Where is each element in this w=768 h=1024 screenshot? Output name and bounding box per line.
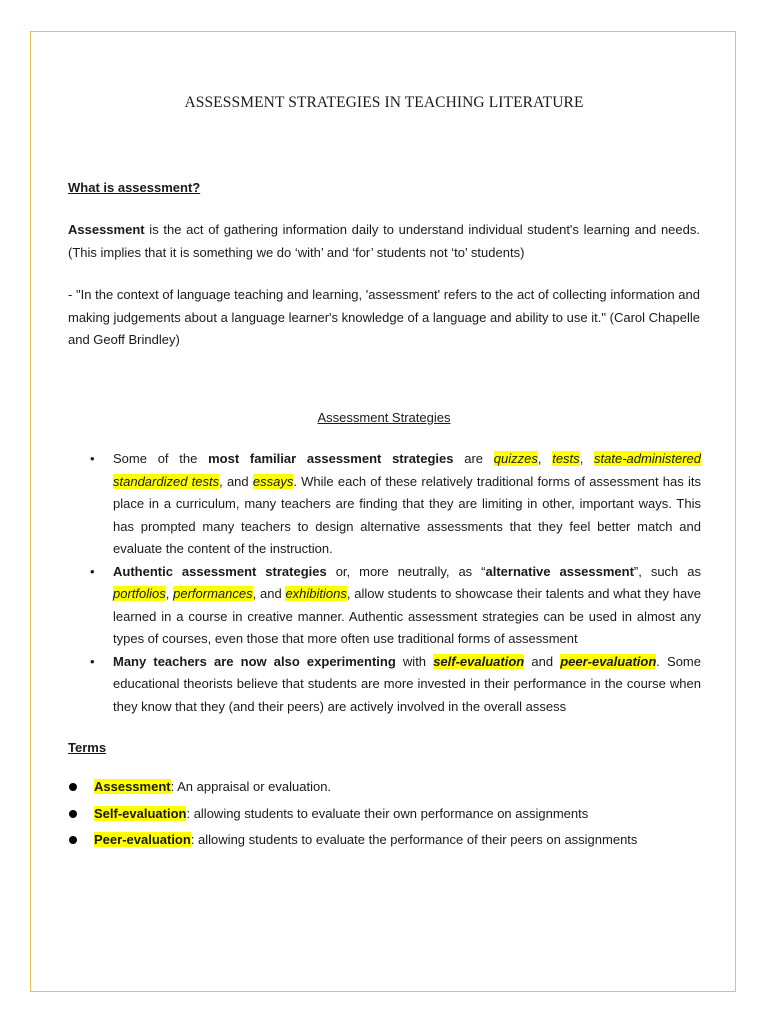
text: Some of the — [113, 451, 209, 466]
text: , — [165, 586, 174, 601]
heading-what-is-assessment: What is assessment? — [68, 180, 201, 195]
text: or, more neutrally, as “ — [326, 563, 486, 579]
bold-text: Authentic assessment strategies — [113, 563, 327, 579]
bullet-icon: • — [90, 653, 95, 669]
text: , and — [252, 586, 286, 601]
bold-text: Many teachers are now also experimenting — [113, 653, 396, 669]
term-item — [68, 829, 708, 856]
highlight-tests: tests — [552, 451, 580, 466]
highlight-peer-evaluation: peer-evaluation — [560, 653, 657, 669]
strategies-list — [90, 448, 701, 718]
highlight-standardized-tests: state-administered standardized tests — [113, 451, 701, 489]
highlight-portfolios: portfolios — [113, 586, 166, 601]
text: , — [579, 451, 595, 466]
text: are — [453, 451, 494, 466]
highlight-quizzes: quizzes — [493, 451, 538, 466]
heading-terms: Terms — [68, 740, 107, 755]
text: , and — [219, 473, 253, 489]
text: . Some educational theorists believe that students are more invested in their performance in the course when they know that they (and their peers) are actively involved in the overall assess — [113, 653, 701, 714]
definition-paragraph — [68, 219, 700, 264]
text: ”, such as — [633, 563, 701, 579]
definition-term: Assessment — [68, 222, 145, 237]
term-definition: : An appraisal or evaluation. — [170, 779, 332, 794]
term-name: Assessment — [94, 779, 171, 794]
terms-list — [68, 776, 708, 856]
bullet-dot-icon — [69, 810, 77, 818]
strategy-item-self-peer — [90, 651, 701, 719]
term-name: Peer-evaluation — [94, 832, 191, 847]
bullet-dot-icon — [69, 783, 77, 791]
text: and — [524, 653, 561, 669]
bullet-dot-icon — [69, 836, 77, 844]
heading-assessment-strategies — [0, 410, 768, 425]
highlight-performances: performances — [173, 586, 253, 601]
bold-text: alternative assessment — [485, 563, 634, 579]
highlight-essays: essays — [252, 473, 294, 489]
bold-text: most familiar assessment strategies — [208, 451, 454, 466]
document-title: ASSESSMENT STRATEGIES IN TEACHING LITERATURE — [184, 94, 584, 111]
term-item — [68, 776, 708, 803]
term-name: Self-evaluation — [94, 805, 187, 821]
text: . While each of these relatively traditional forms of assessment has its place in a curriculum, many teachers are finding that they are limiting in other, important ways. This has prompted many teachers to design alternative assessments that they feel better match and evaluate the content of the instruction. — [113, 473, 701, 556]
strategy-item-authentic — [90, 561, 701, 651]
text: with — [395, 653, 434, 669]
quote-paragraph: - "In the context of language teaching and learning, 'assessment' refers to the act of collecting information and making judgements about a language learner's knowledge of a language and ability to use it." (Carol Chapelle and Geoff Brindley) — [68, 287, 700, 347]
definition-text: is the act of gathering information daily to understand individual student's learning and needs. (This implies that it is something we do ‘with’ and ‘for’ students not ‘to’ students) — [68, 222, 700, 260]
strategy-item-traditional — [90, 448, 701, 561]
text: , allow students to showcase their talents and what they have learned in a course in creative manner. Authentic assessment strategies can be used in almost any types of courses, even those that more often use traditional forms of assessment — [113, 586, 701, 646]
highlight-exhibitions: exhibitions — [285, 586, 347, 601]
term-definition: : allowing students to evaluate the performance of their peers on assignments — [190, 832, 638, 847]
text: , — [537, 451, 553, 466]
highlight-self-evaluation: self-evaluation — [433, 653, 525, 669]
bullet-icon: • — [90, 563, 95, 579]
term-item — [68, 803, 708, 830]
term-definition: : allowing students to evaluate their own performance on assignments — [186, 805, 589, 821]
heading-assessment-strategies-text: Assessment Strategies — [317, 410, 451, 425]
bullet-icon: • — [90, 451, 95, 466]
